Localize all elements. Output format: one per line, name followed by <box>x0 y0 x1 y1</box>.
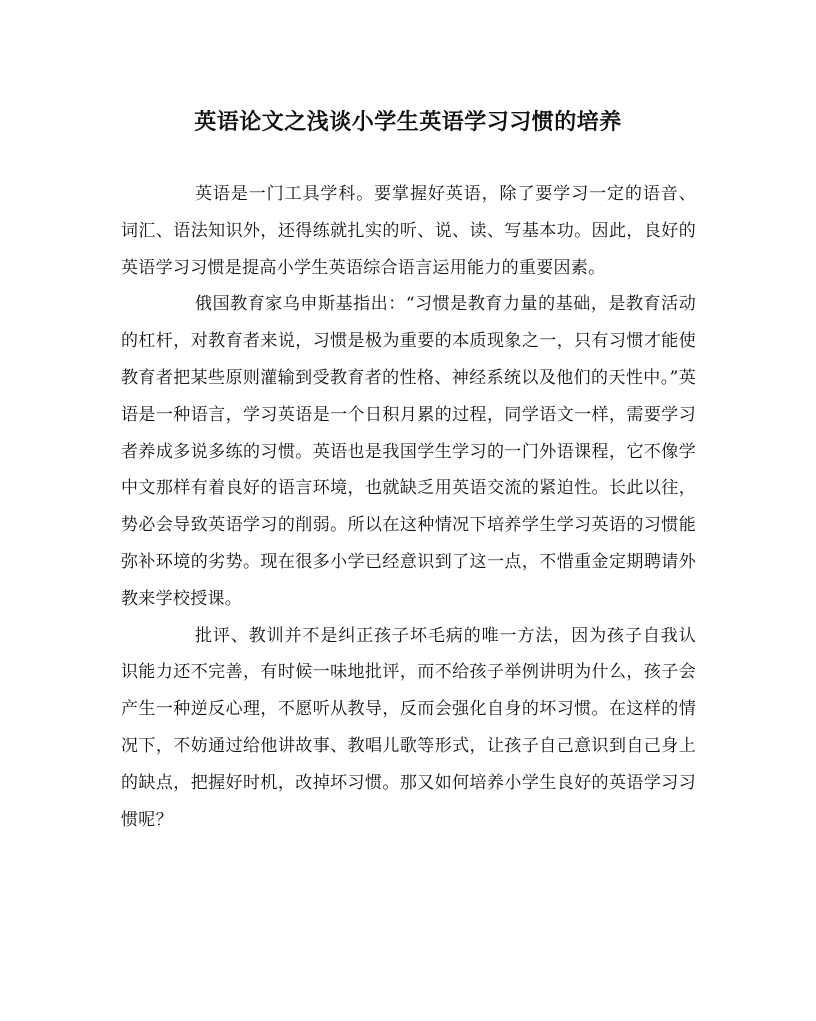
paragraph-1: 英语是一门工具学科。要掌握好英语，除了要学习一定的语音、词汇、语法知识外，还得练就扎实的听、说、读、写基本功。因此，良好的英语学习习惯是提高小学生英语综合语言运用能力的重要因素。 <box>121 184 696 278</box>
paragraph-2: 俄国教育家乌申斯基指出：“习惯是教育力量的基础，是教育活动的杠杆，对教育者来说，习惯是极为重要的本质现象之一，只有习惯才能使教育者把某些原则灌输到受教育者的性格、神经系统以及他们的天性中。”英语是一种语言，学习英语是一个日积月累的过程，同学语文一样，需要学习者养成多说多练的习惯。英语也是我国学生学习的一门外语课程，它不像学中文那样有着良好的语言环境，也就缺乏用英语交流的紧迫性。长此以往，势必会导致英语学习的削弱。所以在这种情况下培养学生学习英语的习惯能弥补环境的劣势。现在很多小学已经意识到了这一点，不惜重金定期聘请外教来学校授课。 <box>121 294 696 609</box>
document-body <box>121 176 696 838</box>
paragraph-3: 批评、教训并不是纠正孩子坏毛病的唯一方法，因为孩子自我认识能力还不完善，有时候一味地批评，而不给孩子举例讲明为什么，孩子会产生一种逆反心理，不愿听从教导，反而会强化自身的坏习惯。在这样的情况下，不妨通过给他讲故事、教唱儿歌等形式，让孩子自己意识到自己身上的缺点，把握好时机，改掉坏习惯。那又如何培养小学生良好的英语学习习惯呢？ <box>121 625 696 830</box>
document-title: 英语论文之浅谈小学生英语学习习惯的培养 <box>194 109 622 135</box>
